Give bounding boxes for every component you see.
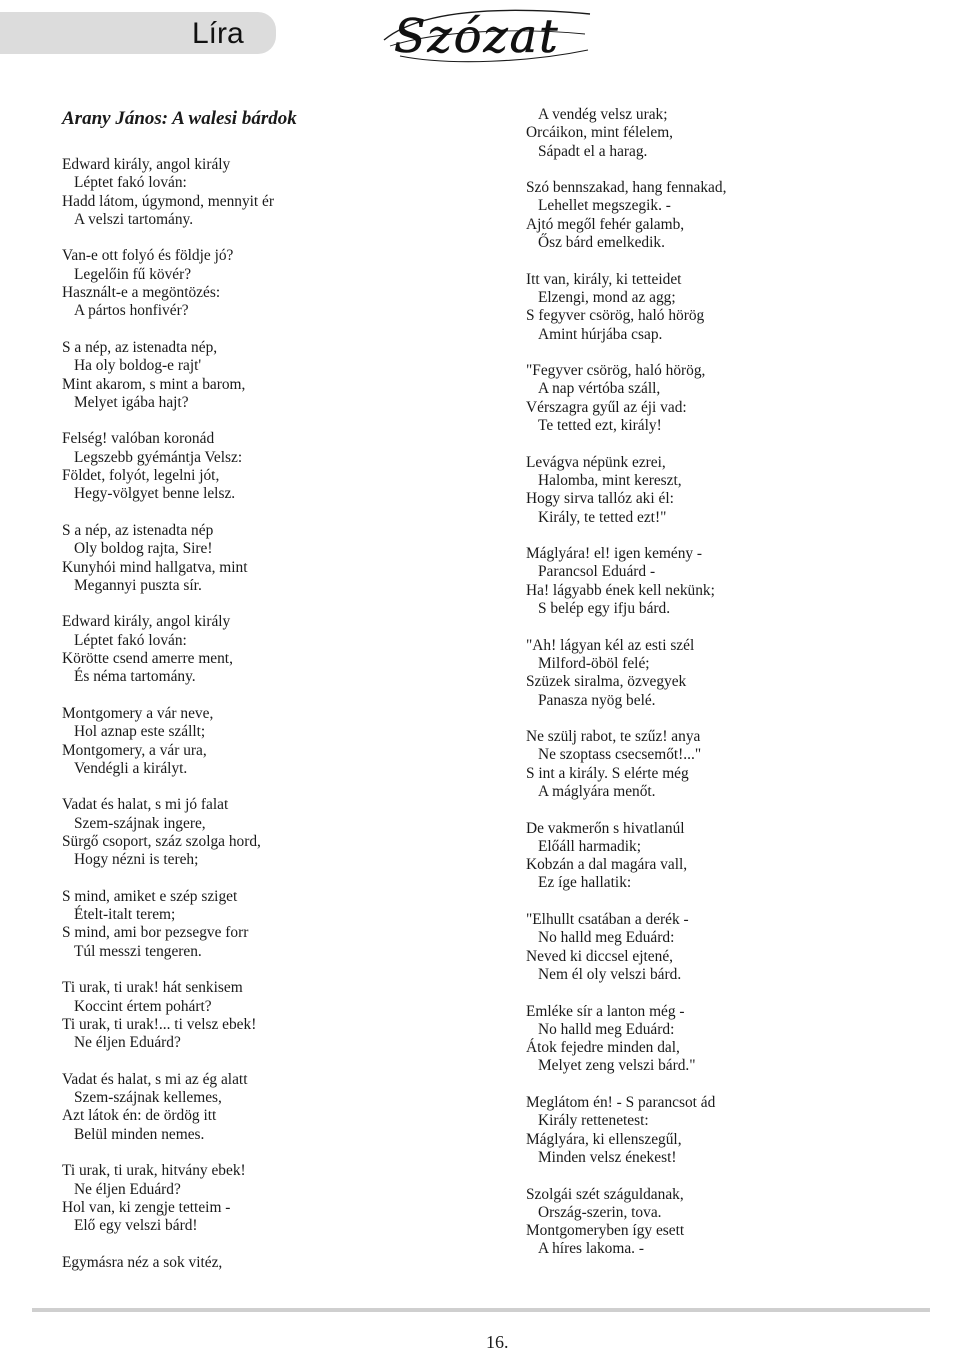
verse-line: Király, te tetted ezt!" (538, 508, 667, 526)
stanza (526, 271, 946, 344)
verse-line: A velszi tartomány. (74, 210, 194, 228)
verse-line: Milford-öböl felé; (538, 654, 650, 672)
verse-line: Montgomery, a vár ura, (62, 741, 207, 759)
stanza (526, 911, 946, 984)
verse-line: A nap vértóba száll, (538, 380, 661, 398)
footer-rule (32, 1308, 930, 1312)
verse-line: Egymásra néz a sok vitéz, (62, 1253, 223, 1271)
verse-line: Hadd látom, úgymond, mennyit ér (62, 192, 275, 210)
verse-line: Legelőin fű kövér? (74, 265, 192, 283)
verse-line: Ételt-italt terem; (74, 906, 176, 924)
stanza (62, 613, 482, 686)
verse-line: Máglyára, ki ellenszegűl, (526, 1130, 682, 1148)
verse-line: Melyet igába hajt? (74, 393, 189, 411)
stanza (526, 106, 946, 161)
stanza (526, 820, 946, 893)
verse-line: S mind, ami bor pezsegve forr (62, 924, 249, 942)
verse-line: És néma tartomány. (74, 668, 196, 686)
verse-line: No halld meg Eduárd: (538, 1020, 675, 1038)
verse-line: Hogy nézni is tereh; (74, 851, 199, 869)
verse-line: S belép egy ifju bárd. (538, 600, 671, 618)
verse-line: Vérszagra gyűl az éji vad: (526, 398, 687, 416)
stanza (62, 888, 482, 961)
verse-line: Amint húrjába csap. (538, 325, 663, 343)
page-number: 16. (486, 1332, 509, 1352)
verse-line: Belül minden nemes. (74, 1125, 205, 1143)
stanza (62, 430, 482, 503)
verse-line: Földet, folyót, legelni jót, (62, 467, 220, 485)
poem-right-column (526, 106, 946, 1277)
verse-line: Lehellet megszegik. - (538, 197, 671, 215)
verse-line: Panasza nyög belé. (538, 691, 656, 709)
verse-line: De vakmerőn s hivatlanúl (526, 819, 685, 837)
stanza (62, 156, 482, 229)
verse-line: A pártos honfivér? (74, 302, 189, 320)
verse-line: Ország-szerin, tova. (538, 1203, 662, 1221)
verse-line: Edward király, angol király (62, 156, 231, 173)
verse-line: Átok fejedre minden dal, (526, 1039, 680, 1057)
verse-line: Hogy sirva tallóz aki él: (526, 490, 674, 508)
verse-line: Körötte csend amerre ment, (62, 650, 233, 668)
left-stanzas (62, 156, 482, 1272)
stanza (62, 796, 482, 869)
verse-line: Ha! lágyabb ének kell nekünk; (526, 581, 715, 599)
stanza (526, 1003, 946, 1076)
stanza (62, 1254, 482, 1272)
verse-line: Felség! valóban koronád (62, 430, 215, 448)
verse-line: Hegy-völgyet benne lelsz. (74, 485, 236, 503)
verse-line: Ez íge hallatik: (538, 874, 632, 892)
verse-line: Ne éljen Eduárd? (74, 1034, 181, 1052)
verse-line: S int a király. S elérte még (526, 764, 689, 782)
verse-line: Edward király, angol király (62, 613, 231, 631)
verse-line: Parancsol Eduárd - (538, 563, 656, 581)
verse-line: Túl messzi tengeren. (74, 942, 202, 960)
verse-line: Sápadt el a harag. (538, 142, 648, 160)
verse-line: Hol aznap este szállt; (74, 723, 206, 741)
verse-line: "Ah! lágyan kél az esti szél (526, 636, 695, 654)
verse-line: Máglyára! el! igen kemény - (526, 545, 703, 563)
verse-line: Ti urak, ti urak! hát senkisem (62, 979, 243, 997)
stanza (62, 979, 482, 1052)
verse-line: Király rettenetest: (538, 1112, 649, 1130)
verse-line: Te tetted ezt, király! (538, 417, 662, 435)
verse-line: Léptet fakó lován: (74, 174, 187, 192)
verse-line: Elzengi, mond az agg; (538, 288, 676, 306)
verse-line: Ne éljen Eduárd? (74, 1180, 181, 1198)
verse-line: Levágva népünk ezrei, (526, 453, 666, 471)
stanza (62, 339, 482, 412)
verse-line: A máglyára menőt. (538, 782, 656, 800)
verse-line: Azt látok én: de ördög itt (62, 1107, 217, 1125)
verse-line: Koccint értem pohárt? (74, 997, 212, 1015)
stanza (62, 1162, 482, 1235)
verse-line: Vadat és halat, s mi jó falat (62, 796, 229, 814)
stanza (526, 728, 946, 801)
verse-line: Orcáikon, mint félelem, (526, 124, 674, 142)
verse-line: Ha oly boldog-e rajt' (74, 357, 202, 375)
verse-line: Mint akarom, s mint a barom, (62, 375, 246, 393)
stanza (62, 522, 482, 595)
poem-title: Arany János: A walesi bárdok (62, 108, 297, 129)
verse-line: Szem-szájnak kellemes, (74, 1089, 222, 1107)
verse-line: Oly boldog rajta, Sire! (74, 540, 213, 558)
verse-line: "Elhullt csatában a derék - (526, 911, 689, 929)
stanza (526, 179, 946, 252)
stanza (526, 1094, 946, 1167)
verse-line: Halomba, mint kereszt, (538, 471, 682, 489)
verse-line: Szó bennszakad, hang fennakad, (526, 179, 727, 197)
stanza (62, 1071, 482, 1144)
verse-line: S a nép, az istenadta nép, (62, 338, 218, 356)
verse-line: Előáll harmadik; (538, 837, 642, 855)
stanza (526, 362, 946, 435)
section-title: Líra (192, 17, 244, 50)
verse-line: Hol van, ki zengje tetteim - (62, 1198, 231, 1216)
verse-line: Ti urak, ti urak!... ti velsz ebek! (62, 1015, 257, 1033)
verse-line: Ajtó megől fehér galamb, (526, 215, 685, 233)
verse-line: A híres lakoma. - (538, 1240, 644, 1258)
verse-line: Kunyhói mind hallgatva, mint (62, 558, 248, 576)
verse-line: Vendégli a királyt. (74, 759, 188, 777)
verse-line: Neved ki diccsel ejtené, (526, 947, 674, 965)
verse-line: No halld meg Eduárd: (538, 929, 675, 947)
stanza (526, 545, 946, 618)
verse-line: S fegyver csörög, haló hörög (526, 307, 705, 325)
verse-line: Elő egy velszi bárd! (74, 1217, 198, 1235)
verse-line: Ti urak, ti urak, hitvány ebek! (62, 1162, 246, 1180)
verse-line: Van-e ott folyó és földje jó? (62, 247, 234, 265)
verse-line: Sürgő csoport, száz szolga hord, (62, 832, 261, 850)
verse-line: Meglátom én! - S parancsot ád (526, 1094, 716, 1112)
stanza (526, 454, 946, 527)
verse-line: Legszebb gyémántja Velsz: (74, 448, 243, 466)
verse-line: Ősz bárd emelkedik. (538, 234, 665, 252)
stanza (62, 247, 482, 320)
verse-line: Montgomeryben így esett (526, 1222, 685, 1240)
verse-line: A vendég velsz urak; (538, 106, 668, 123)
stanza (62, 705, 482, 778)
right-stanzas (526, 106, 946, 1259)
stanza (526, 1186, 946, 1259)
szozat-logo (380, 0, 595, 70)
verse-line: Szüzek siralma, özvegyek (526, 673, 687, 691)
verse-line: S mind, amiket e szép sziget (62, 887, 238, 905)
verse-line: Szolgái szét száguldanak, (526, 1185, 684, 1203)
stanza (526, 637, 946, 710)
verse-line: Megannyi puszta sír. (74, 576, 202, 594)
verse-line: Emléke sír a lanton még - (526, 1002, 685, 1020)
verse-line: Ne szoptass csecsemőt!..." (538, 746, 702, 764)
verse-line: S a nép, az istenadta nép (62, 521, 214, 539)
verse-line: Montgomery a vár neve, (62, 704, 214, 722)
verse-line: Minden velsz énekest! (538, 1148, 677, 1166)
verse-line: Vadat és halat, s mi az ég alatt (62, 1070, 248, 1088)
verse-line: Ne szülj rabot, te szűz! anya (526, 728, 701, 746)
verse-line: Melyet zeng velszi bárd." (538, 1057, 696, 1075)
svg-text:Szózat: Szózat (394, 9, 560, 63)
verse-line: Itt van, király, ki tetteidet (526, 270, 682, 288)
verse-line: Léptet fakó lován: (74, 631, 187, 649)
verse-line: "Fegyver csörög, haló hörög, (526, 362, 706, 380)
verse-line: Kobzán a dal magára vall, (526, 856, 688, 874)
verse-line: Szem-szájnak ingere, (74, 814, 206, 832)
poem-left-column (62, 108, 482, 1290)
verse-line: Nem él oly velszi bárd. (538, 965, 682, 983)
verse-line: Használt-e a megöntözés: (62, 284, 221, 302)
